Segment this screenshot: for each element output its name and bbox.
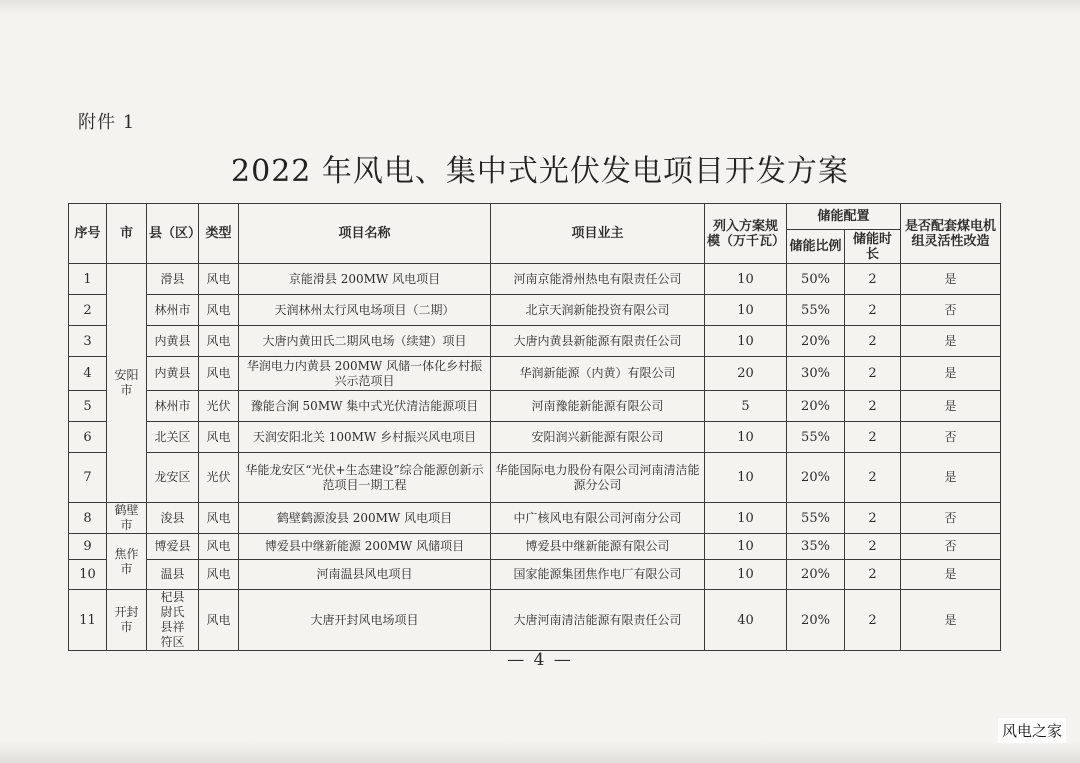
table-row	[69, 264, 1001, 295]
cell-type: 风电	[199, 534, 239, 560]
table-row	[69, 560, 1001, 590]
cell-storage-ratio: 20%	[787, 391, 845, 422]
cell-county: 林州市	[147, 391, 199, 422]
table-row	[69, 326, 1001, 357]
cell-owner: 中广核风电有限公司河南分公司	[491, 503, 705, 534]
cell-storage-ratio: 50%	[787, 264, 845, 295]
table-row	[69, 590, 1001, 651]
cell-type: 光伏	[199, 391, 239, 422]
table-row	[69, 295, 1001, 326]
cell-seq: 9	[69, 534, 107, 560]
cell-type: 风电	[199, 326, 239, 357]
cell-seq: 1	[69, 264, 107, 295]
cell-coal-retrofit: 否	[901, 534, 1001, 560]
watermark: 风电之家	[998, 718, 1066, 743]
cell-seq: 3	[69, 326, 107, 357]
header-coal-retrofit: 是否配套煤电机组灵活性改造	[901, 204, 1001, 264]
cell-type: 风电	[199, 422, 239, 453]
cell-city: 焦作市	[107, 534, 147, 590]
cell-storage-duration: 2	[845, 534, 901, 560]
cell-storage-duration: 2	[845, 453, 901, 503]
cell-county: 林州市	[147, 295, 199, 326]
cell-coal-retrofit: 否	[901, 422, 1001, 453]
cell-project-name: 河南温县风电项目	[239, 560, 491, 590]
cell-type: 风电	[199, 357, 239, 391]
header-seq: 序号	[69, 204, 107, 264]
header-city: 市	[107, 204, 147, 264]
cell-owner: 大唐河南清洁能源有限责任公司	[491, 590, 705, 651]
cell-owner: 大唐内黄县新能源有限责任公司	[491, 326, 705, 357]
cell-seq: 10	[69, 560, 107, 590]
cell-type: 风电	[199, 503, 239, 534]
cell-type: 风电	[199, 295, 239, 326]
cell-seq: 5	[69, 391, 107, 422]
cell-owner: 博爱县中继新能源有限公司	[491, 534, 705, 560]
cell-coal-retrofit: 是	[901, 391, 1001, 422]
cell-coal-retrofit: 是	[901, 357, 1001, 391]
cell-county: 龙安区	[147, 453, 199, 503]
cell-storage-ratio: 30%	[787, 357, 845, 391]
cell-scale: 5	[705, 391, 787, 422]
cell-coal-retrofit: 是	[901, 453, 1001, 503]
cell-type: 风电	[199, 590, 239, 651]
scan-edge-top	[0, 0, 1080, 14]
cell-coal-retrofit: 否	[901, 295, 1001, 326]
cell-seq: 7	[69, 453, 107, 503]
cell-county: 浚县	[147, 503, 199, 534]
cell-storage-duration: 2	[845, 590, 901, 651]
cell-coal-retrofit: 是	[901, 264, 1001, 295]
header-storage-ratio: 储能比例	[787, 230, 845, 264]
cell-storage-duration: 2	[845, 357, 901, 391]
header-type: 类型	[199, 204, 239, 264]
cell-county: 北关区	[147, 422, 199, 453]
header-storage-duration: 储能时长	[845, 230, 901, 264]
scan-edge-bottom	[0, 742, 1080, 763]
header-storage: 储能配置	[787, 204, 901, 230]
cell-seq: 4	[69, 357, 107, 391]
table-row	[69, 453, 1001, 503]
cell-storage-ratio: 55%	[787, 295, 845, 326]
cell-county: 内黄县	[147, 357, 199, 391]
attachment-label: 附件 1	[78, 112, 136, 133]
cell-project-name: 大唐开封风电场项目	[239, 590, 491, 651]
cell-scale: 10	[705, 264, 787, 295]
cell-owner: 河南京能滑州热电有限责任公司	[491, 264, 705, 295]
cell-storage-duration: 2	[845, 503, 901, 534]
cell-county: 博爱县	[147, 534, 199, 560]
cell-project-name: 华润电力内黄县 200MW 风储一体化乡村振兴示范项目	[239, 357, 491, 391]
cell-storage-ratio: 20%	[787, 326, 845, 357]
cell-storage-ratio: 20%	[787, 453, 845, 503]
project-plan-table	[68, 203, 1001, 651]
cell-seq: 8	[69, 503, 107, 534]
cell-coal-retrofit: 是	[901, 326, 1001, 357]
cell-storage-duration: 2	[845, 560, 901, 590]
cell-project-name: 天润林州太行风电场项目（二期）	[239, 295, 491, 326]
cell-storage-duration: 2	[845, 391, 901, 422]
header-scale: 列入方案规模（万千瓦）	[705, 204, 787, 264]
cell-scale: 10	[705, 534, 787, 560]
cell-owner: 安阳润兴新能源有限公司	[491, 422, 705, 453]
cell-coal-retrofit: 是	[901, 560, 1001, 590]
table-row	[69, 357, 1001, 391]
cell-scale: 10	[705, 503, 787, 534]
header-county: 县（区）	[147, 204, 199, 264]
table-row	[69, 422, 1001, 453]
cell-scale: 10	[705, 326, 787, 357]
cell-scale: 10	[705, 453, 787, 503]
cell-storage-duration: 2	[845, 422, 901, 453]
cell-county: 滑县	[147, 264, 199, 295]
cell-storage-ratio: 55%	[787, 422, 845, 453]
cell-storage-duration: 2	[845, 326, 901, 357]
cell-scale: 10	[705, 422, 787, 453]
cell-county: 杞县尉氏县祥符区	[147, 590, 199, 651]
cell-scale: 40	[705, 590, 787, 651]
cell-storage-ratio: 20%	[787, 560, 845, 590]
cell-county: 内黄县	[147, 326, 199, 357]
header-owner: 项目业主	[491, 204, 705, 264]
cell-storage-ratio: 35%	[787, 534, 845, 560]
document-title: 2022 年风电、集中式光伏发电项目开发方案	[231, 154, 849, 189]
cell-city: 鹤壁市	[107, 503, 147, 534]
cell-project-name: 鹤壁鹤源浚县 200MW 风电项目	[239, 503, 491, 534]
cell-project-name: 博爱县中继新能源 200MW 风储项目	[239, 534, 491, 560]
cell-storage-duration: 2	[845, 264, 901, 295]
cell-project-name: 华能龙安区“光伏+生态建设”综合能源创新示范项目一期工程	[239, 453, 491, 503]
table-row	[69, 503, 1001, 534]
table-body	[69, 264, 1001, 651]
cell-owner: 国家能源集团焦作电厂有限公司	[491, 560, 705, 590]
cell-owner: 华润新能源（内黄）有限公司	[491, 357, 705, 391]
cell-storage-ratio: 55%	[787, 503, 845, 534]
cell-owner: 华能国际电力股份有限公司河南清洁能源分公司	[491, 453, 705, 503]
cell-county: 温县	[147, 560, 199, 590]
cell-type: 风电	[199, 264, 239, 295]
cell-seq: 11	[69, 590, 107, 651]
cell-owner: 河南豫能新能源有限公司	[491, 391, 705, 422]
cell-owner: 北京天润新能投资有限公司	[491, 295, 705, 326]
header-project-name: 项目名称	[239, 204, 491, 264]
cell-storage-duration: 2	[845, 295, 901, 326]
cell-scale: 20	[705, 357, 787, 391]
cell-project-name: 豫能合涧 50MW 集中式光伏清洁能源项目	[239, 391, 491, 422]
cell-coal-retrofit: 否	[901, 503, 1001, 534]
cell-city: 开封市	[107, 590, 147, 651]
cell-scale: 10	[705, 295, 787, 326]
cell-seq: 6	[69, 422, 107, 453]
cell-project-name: 京能滑县 200MW 风电项目	[239, 264, 491, 295]
cell-type: 风电	[199, 560, 239, 590]
cell-type: 光伏	[199, 453, 239, 503]
cell-project-name: 大唐内黄田氏二期风电场（续建）项目	[239, 326, 491, 357]
page-number: — 4 —	[507, 650, 573, 670]
cell-coal-retrofit: 是	[901, 590, 1001, 651]
table-row	[69, 391, 1001, 422]
cell-storage-ratio: 20%	[787, 590, 845, 651]
cell-project-name: 天润安阳北关 100MW 乡村振兴风电项目	[239, 422, 491, 453]
cell-seq: 2	[69, 295, 107, 326]
cell-city: 安阳市	[107, 264, 147, 503]
cell-scale: 10	[705, 560, 787, 590]
table-row	[69, 534, 1001, 560]
